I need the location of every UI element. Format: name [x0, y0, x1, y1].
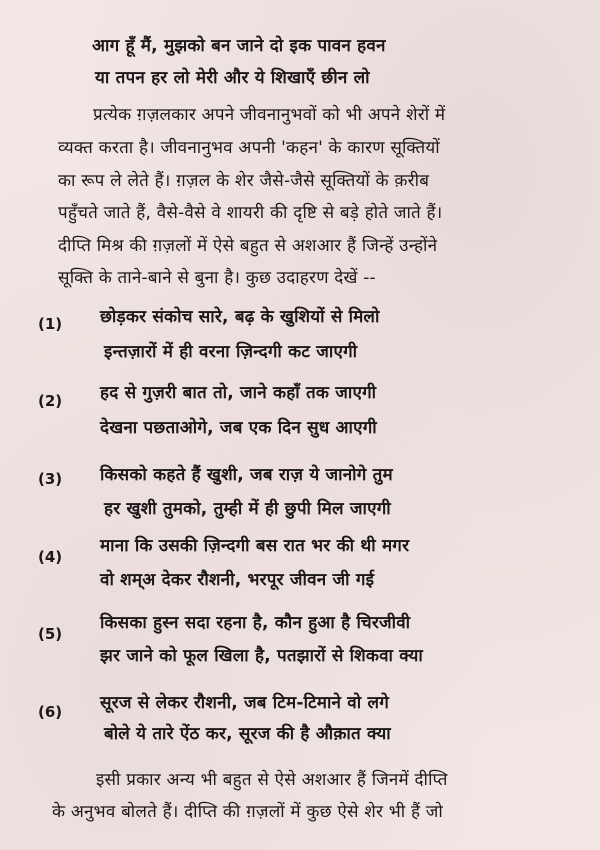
example-number: (6)	[38, 703, 63, 721]
verse-line: सूरज से लेकर रौशनी, जब टिम-टिमाने वो लगे	[100, 693, 389, 713]
couplet-line: आग हूँ मैं, मुझको बन जाने दो इक पावन हवन	[92, 36, 386, 56]
example-number: (2)	[38, 392, 63, 410]
verse-line: हद से गुज़री बात तो, जाने कहाँ तक जाएगी	[100, 383, 377, 403]
verse-line: वो शम्अ देकर रौशनी, भरपूर जीवन जी गई	[100, 570, 375, 590]
paragraph-line: सूक्ति के ताने-बाने से बुना है। कुछ उदाहरण देखें --	[58, 268, 376, 288]
verse-line: हर खुशी तुमको, तुम्ही में ही छुपी मिल जाएगी	[104, 499, 391, 519]
paragraph-line: पहुँचते जाते हैं, वैसे-वैसे वे शायरी की दृष्टि से बड़े होते जाते हैं।	[58, 203, 443, 223]
verse-line: देखना पछताओगे, जब एक दिन सुध आएगी	[100, 418, 377, 438]
example-number: (4)	[38, 548, 63, 566]
paragraph-line: व्यक्त करता है। जीवनानुभव अपनी 'कहन' के कारण सूक्तियों	[58, 138, 440, 158]
verse-line: बोले ये तारे ऐंठ कर, सूरज की है औक़ात क्या	[104, 724, 391, 744]
example-number: (3)	[38, 470, 63, 488]
verse-line: झर जाने को फूल खिला है, पतझारों से शिकवा क्या	[100, 646, 424, 666]
paragraph-line: प्रत्येक ग़ज़लकार अपने जीवनानुभवों को भी अपने शेरों में	[93, 105, 446, 125]
couplet-line: या तपन हर लो मेरी और ये शिखाएँ छीन लो	[95, 68, 370, 88]
example-number: (5)	[38, 625, 63, 643]
verse-line: किसका हुस्न सदा रहना है, कौन हुआ है चिरजीवी	[100, 613, 411, 633]
paragraph-line: का रूप ले लेते हैं। ग़ज़ल के शेर जैसे-जैसे सूक्तियों के क़रीब	[58, 171, 430, 191]
verse-line: किसको कहते हैं खुशी, जब राज़ ये जानोगे तुम	[100, 465, 393, 485]
paragraph-line: के अनुभव बोलते हैं। दीप्ति की ग़ज़लों में कुछ ऐसे शेर भी हैं जो	[52, 802, 444, 822]
example-number: (1)	[38, 315, 63, 333]
verse-line: इन्तज़ारों में ही वरना ज़िन्दगी कट जाएगी	[104, 342, 358, 362]
verse-line: माना कि उसकी ज़िन्दगी बस रात भर की थी मगर	[100, 536, 410, 556]
verse-line: छोड़कर संकोच सारे, बढ़ के खुशियों से मिलो	[100, 307, 380, 327]
paragraph-line: इसी प्रकार अन्य भी बहुत से ऐसे अशआर हैं जिनमें दीप्ति	[96, 770, 448, 790]
paragraph-line: दीप्ति मिश्र की ग़ज़लों में ऐसे बहुत से अशआर हैं जिन्हें उन्होंने	[58, 236, 438, 256]
